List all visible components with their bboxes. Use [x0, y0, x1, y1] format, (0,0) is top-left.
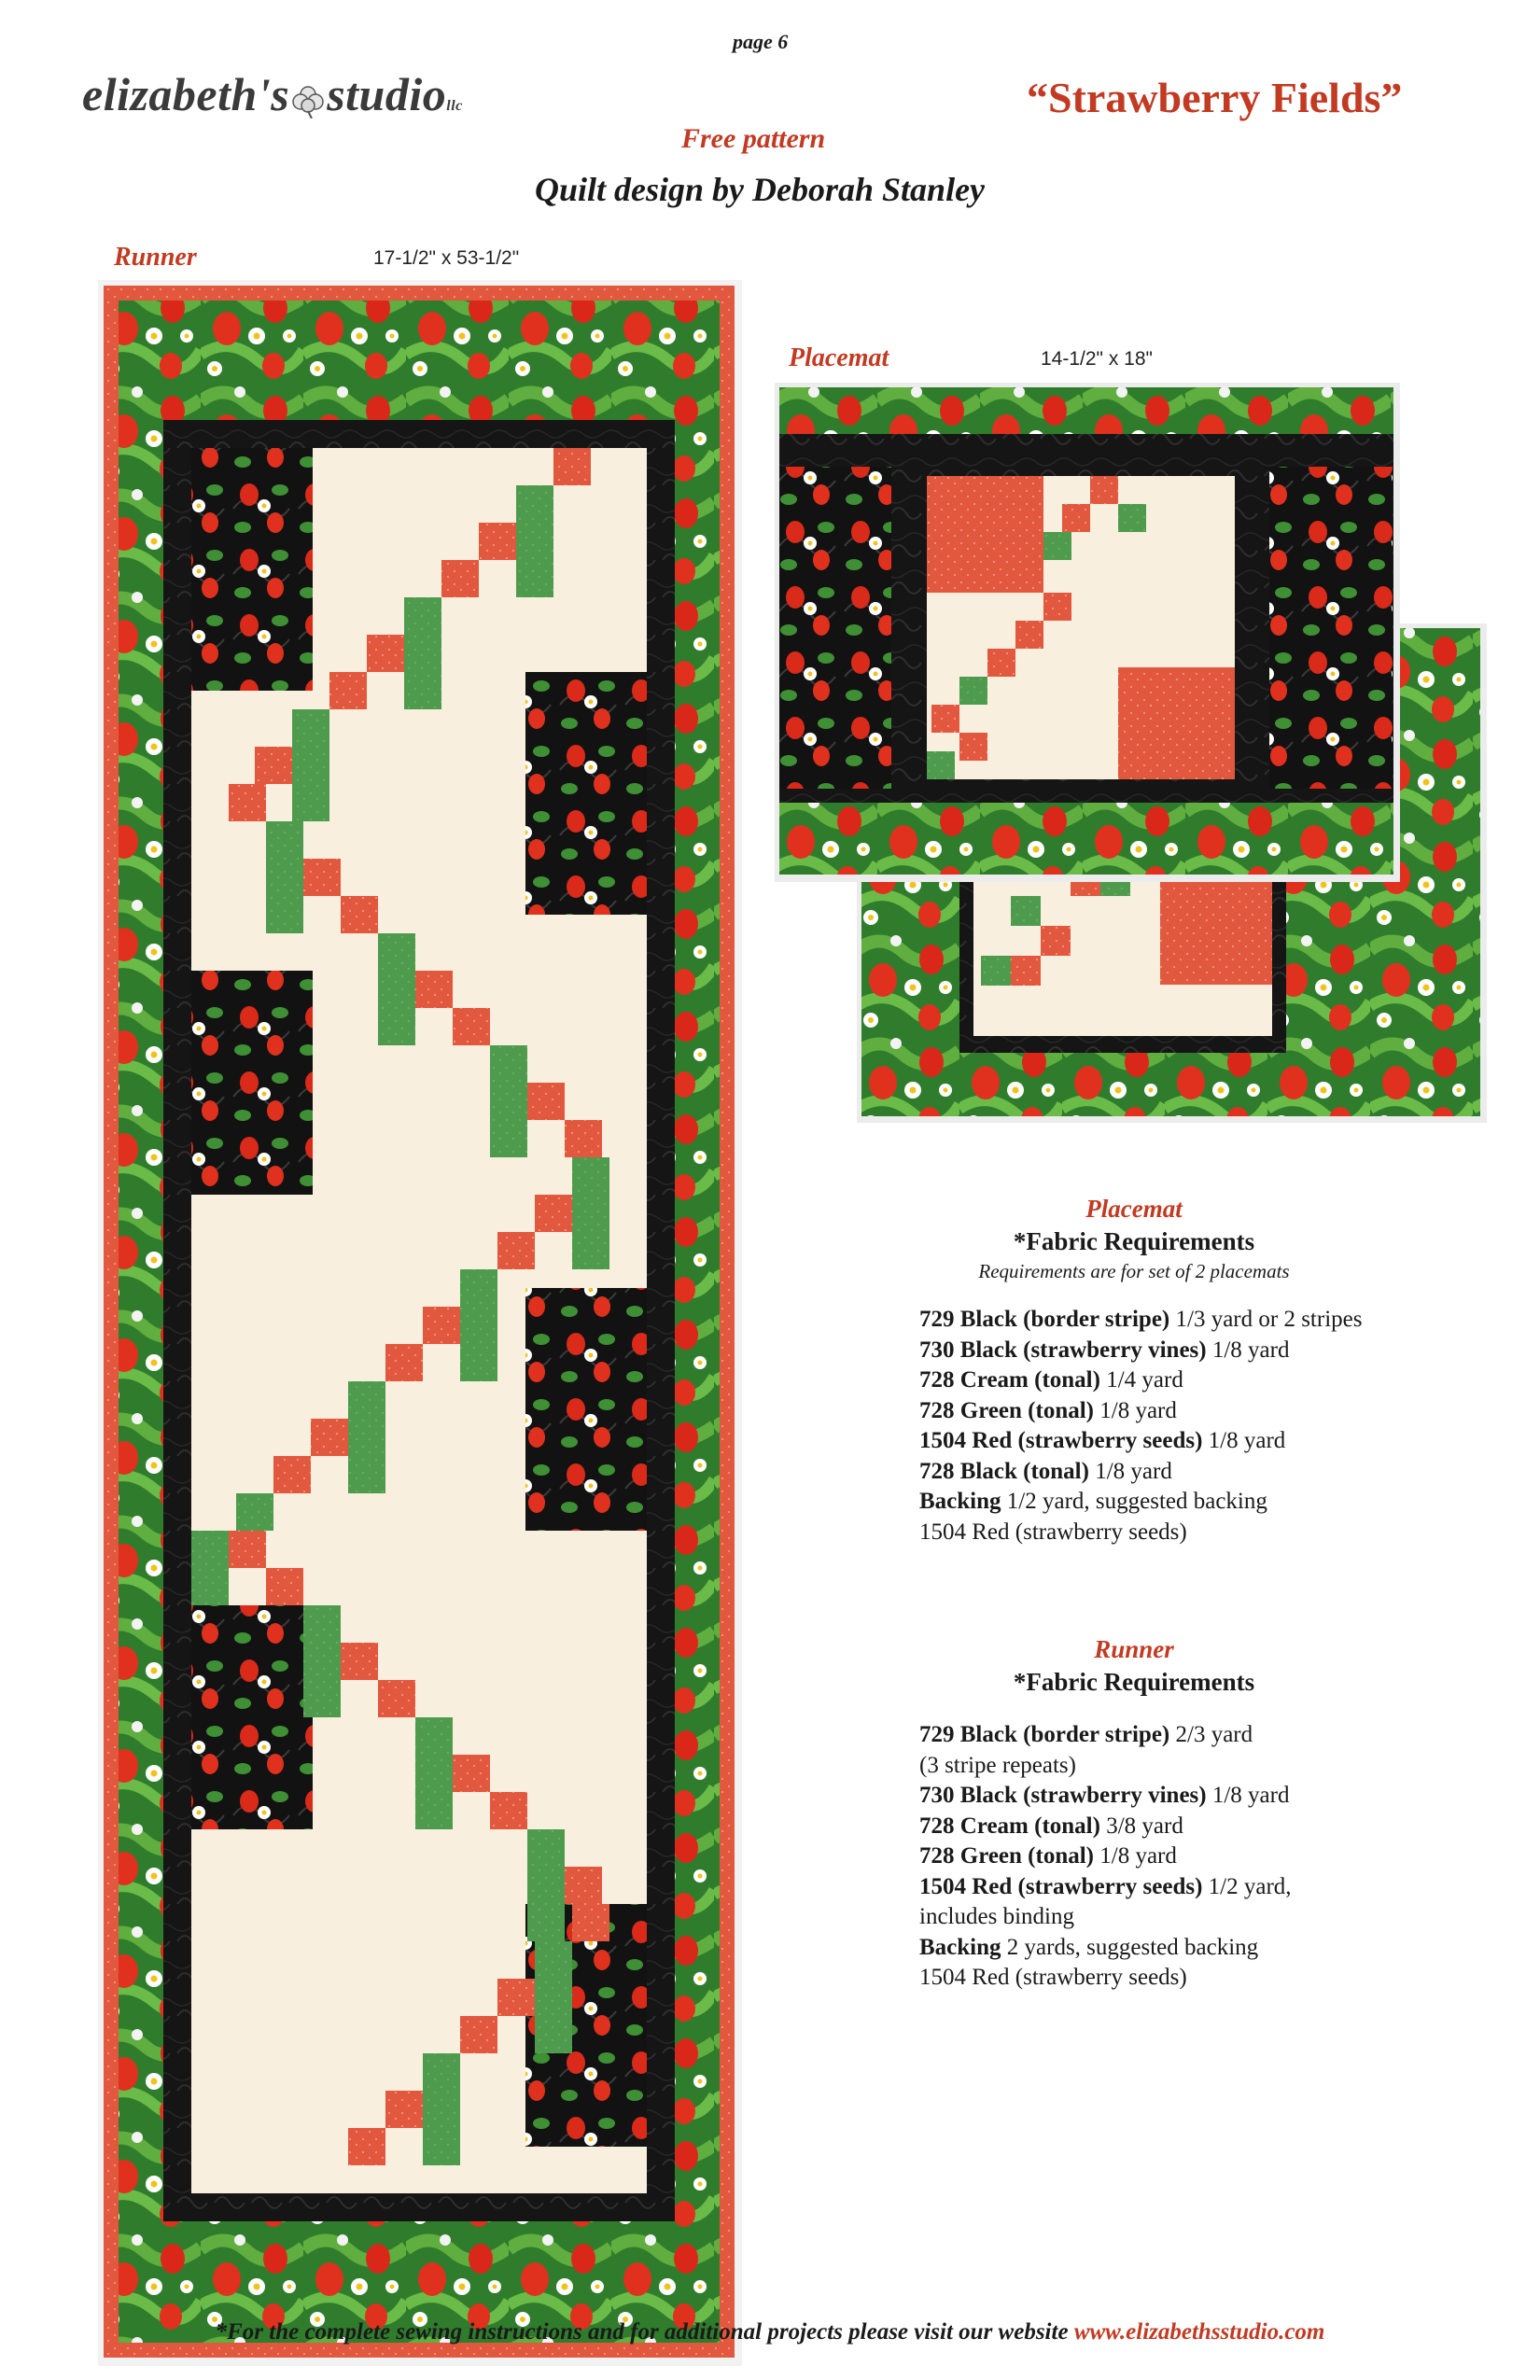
runner-chain-square — [385, 2091, 423, 2128]
runner-size: 17-1/2" x 53-1/2" — [373, 247, 520, 269]
runner-chain-square — [535, 1195, 572, 1232]
runner-vine-block — [525, 1288, 647, 1531]
placemat-size: 14-1/2" x 18" — [1041, 348, 1153, 370]
placemat-label: Placemat — [789, 343, 889, 372]
runner-green-bar — [191, 1531, 229, 1605]
page-number: page 6 — [733, 30, 789, 53]
runner-req-heading: Runner — [1094, 1635, 1174, 1663]
runner-chain-square — [229, 1531, 266, 1568]
runner-green-bar — [292, 747, 329, 821]
runner-chain-square — [453, 1008, 490, 1045]
placemat-req-item: 728 Black (tonal) 1/8 yard — [919, 1458, 1172, 1484]
brand-name-2: studio — [327, 68, 447, 120]
placemat-front-image — [775, 383, 1400, 882]
runner-chain-square — [535, 1941, 572, 1979]
runner-chain-square — [572, 1157, 609, 1195]
runner-chain-square — [553, 448, 591, 485]
placemat-req-list — [919, 1305, 1498, 1547]
placemat-req-item: 1504 Red (strawberry seeds) 1/8 yard — [919, 1428, 1286, 1453]
placemat-req-item: Backing 1/2 yard, suggested backing — [919, 1489, 1267, 1514]
runner-chain-square — [255, 747, 292, 784]
runner-vine-block — [191, 448, 313, 691]
runner-chain-square — [572, 1904, 609, 1941]
runner-req-item: 728 Cream (tonal) 3/8 yard — [919, 1813, 1183, 1839]
runner-req-item-note: includes binding — [919, 1904, 1074, 1929]
footer-text: *For the complete sewing instructions and for additional projects please visit our website — [215, 2319, 1074, 2345]
runner-chain-square — [423, 1307, 460, 1344]
runner-chain-square — [479, 523, 516, 560]
runner-req-list — [919, 1720, 1498, 1994]
runner-req-item: 729 Black (border stripe) 2/3 yard — [919, 1722, 1253, 1747]
runner-chain-square — [273, 1456, 311, 1493]
runner-vine-block — [525, 672, 647, 915]
runner-chain-square — [565, 1120, 602, 1157]
website-link[interactable]: www.elizabethsstudio.com — [1073, 2319, 1325, 2345]
placemat-backing-note: 1504 Red (strawberry seeds) — [919, 1519, 1187, 1545]
runner-backing-note: 1504 Red (strawberry seeds) — [919, 1965, 1187, 1990]
runner-chain-square — [303, 859, 341, 896]
runner-chain-square — [415, 1717, 453, 1755]
placemat-req-item: 729 Black (border stripe) 1/3 yard or 2 stripes — [919, 1307, 1363, 1332]
free-pattern-label: Free pattern — [681, 123, 826, 154]
runner-chain-square — [516, 485, 553, 523]
runner-chain-square — [348, 2128, 385, 2165]
runner-chain-square — [341, 1643, 378, 1680]
runner-chain-square — [348, 1381, 385, 1419]
runner-chain-square — [453, 1755, 490, 1792]
runner-chain-square — [565, 1867, 602, 1904]
runner-green-bar — [415, 1755, 453, 1829]
brand-logo — [82, 67, 463, 121]
placemat-req-heading: Placemat — [1085, 1195, 1183, 1223]
runner-chain-square — [423, 2053, 460, 2091]
runner-chain-square — [292, 709, 329, 747]
runner-chain-square — [460, 1269, 497, 1307]
runner-chain-square — [378, 933, 415, 971]
designer-credit: Quilt design by Deborah Stanley — [535, 171, 986, 208]
placemat-left-vines — [779, 467, 891, 789]
runner-chain-square — [497, 1979, 535, 2016]
runner-green-bar — [404, 635, 441, 709]
footer-note — [0, 2319, 1540, 2345]
runner-green-bar — [516, 523, 553, 597]
placemat-req-item: 728 Green (tonal) 1/8 yard — [919, 1397, 1177, 1423]
runner-vine-block — [191, 1605, 313, 1829]
placemat-req-item: 728 Cream (tonal) 1/4 yard — [919, 1367, 1183, 1393]
pattern-title: “Strawberry Fields” — [1027, 74, 1403, 121]
runner-req-item: 730 Black (strawberry vines) 1/8 yard — [919, 1783, 1290, 1808]
runner-chain-square — [415, 971, 453, 1008]
runner-green-bar — [490, 1083, 527, 1157]
runner-chain-square — [236, 1493, 273, 1531]
runner-green-bar — [423, 2091, 460, 2165]
placemat-req-subheading: *Fabric Requirements — [1013, 1227, 1255, 1255]
runner-req-subheading: *Fabric Requirements — [1013, 1668, 1255, 1696]
runner-chain-square — [266, 1568, 303, 1605]
placemat-req-item: 730 Black (strawberry vines) 1/8 yard — [919, 1337, 1290, 1363]
runner-chain-square — [311, 1419, 348, 1456]
runner-green-bar — [572, 1195, 609, 1269]
runner-chain-square — [303, 1605, 341, 1643]
runner-chain-square — [490, 1045, 527, 1083]
runner-chain-square — [385, 1344, 423, 1381]
runner-green-bar — [460, 1307, 497, 1381]
runner-req-item: 728 Green (tonal) 1/8 yard — [919, 1843, 1177, 1869]
runner-label: Runner — [114, 243, 197, 272]
runner-chain-square — [367, 635, 404, 672]
brand-suffix: llc — [446, 98, 463, 114]
runner-green-bar — [348, 1419, 385, 1493]
runner-chain-square — [329, 672, 367, 709]
runner-chain-square — [497, 1232, 535, 1269]
placemat-req-note: Requirements are for set of 2 placemats — [978, 1260, 1290, 1282]
brand-name: elizabeth's — [82, 68, 290, 120]
runner-quilt-image — [98, 280, 742, 2366]
runner-green-bar — [303, 1643, 341, 1717]
runner-chain-square — [490, 1792, 527, 1829]
placemat-right-vines — [1269, 467, 1393, 789]
runner-green-bar — [378, 971, 415, 1045]
runner-chain-square — [527, 1829, 565, 1867]
runner-chain-square — [378, 1680, 415, 1717]
runner-chain-square — [527, 1083, 565, 1120]
runner-req-backing: Backing 2 yards, suggested backing — [919, 1934, 1259, 1960]
runner-vine-block — [191, 971, 313, 1195]
runner-chain-square — [266, 821, 303, 859]
runner-green-bar — [527, 1867, 565, 1941]
runner-green-bar — [535, 1979, 572, 2053]
runner-green-bar — [266, 859, 303, 933]
runner-chain-square — [229, 784, 266, 821]
runner-chain-square — [341, 896, 378, 933]
runner-chain-square — [404, 597, 441, 635]
cotton-flower-icon — [289, 81, 327, 119]
runner-chain-square — [460, 2016, 497, 2053]
runner-chain-square — [441, 560, 479, 597]
runner-req-item: 1504 Red (strawberry seeds) 1/2 yard, — [919, 1873, 1292, 1899]
runner-req-item-note: (3 stripe repeats) — [919, 1752, 1076, 1778]
